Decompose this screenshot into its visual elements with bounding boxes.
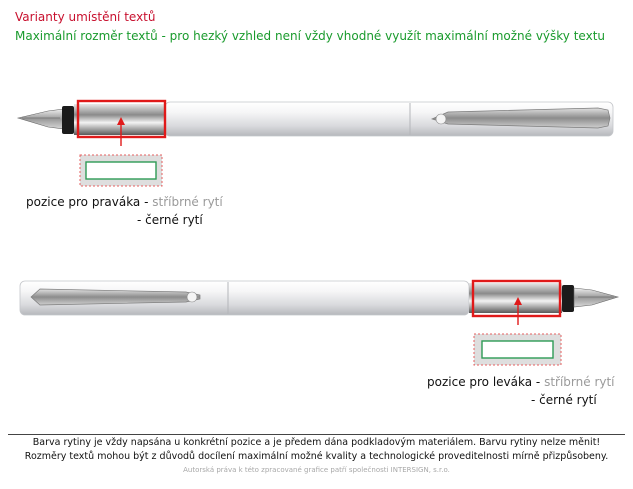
chrome-section-right-handed (74, 104, 165, 135)
variants-heading: Varianty umístění textů (15, 10, 156, 24)
pen-left-handed (20, 281, 618, 365)
nib-right-handed (18, 109, 64, 129)
footer-divider (8, 434, 625, 435)
caption-left-handed-silver: stříbrné rytí (544, 375, 615, 389)
footer-line-1: Barva rytiny je vždy napsána u konkrétní pozice a je předem dána podkladovým materiálem. Barvu rytiny nelze měnit! (32, 437, 601, 448)
caption-right-handed (26, 195, 223, 209)
nib-left-handed (574, 288, 618, 307)
chrome-section-left-handed (469, 283, 562, 313)
caption-right-handed-label: pozice pro praváka - (26, 195, 149, 209)
caption-right-handed-black: - černé rytí (137, 213, 203, 227)
caption-left-handed-black: - černé rytí (531, 393, 597, 407)
pen-right-handed (18, 101, 613, 186)
caption-left-handed (427, 375, 615, 389)
max-size-heading: Maximální rozměr textů - pro hezký vzhled není vždy vhodné využít maximální možné výšky textu (15, 29, 606, 43)
footer-line-2: Rozměry textů mohou být z důvodů docílení maximální možné kvality a technologické proveditelnosti mírně přizpůsobeny. (24, 451, 609, 462)
grip-ring-right-handed (62, 106, 74, 134)
caption-right-handed-silver: stříbrné rytí (152, 195, 223, 209)
copyright-notice: Autorská práva k této zpracované grafice patří společnosti INTERSIGN, s.r.o. (183, 466, 450, 474)
caption-left-handed-label: pozice pro leváka - (427, 375, 541, 389)
grip-ring-left-handed (562, 285, 574, 312)
